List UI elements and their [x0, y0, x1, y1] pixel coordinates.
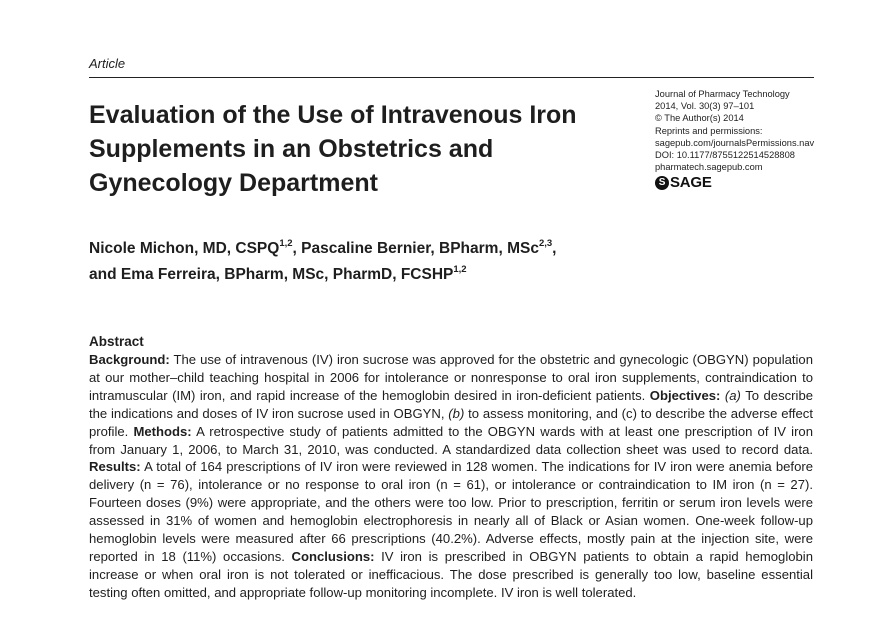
sage-logo-icon: S — [655, 176, 669, 190]
methods-text: A retrospective study of patients admitted to the OBGYN wards with at least one prescription of IV iron from January 1, 2006, to March 31, 2010, was conducted. A standardized data collection sheet was used to record data. — [89, 423, 813, 457]
author-2-affiliation: 2,3 — [538, 237, 553, 249]
objectives-label: Objectives: — [649, 387, 721, 403]
sage-logo-text: SAGE — [670, 174, 712, 192]
section-label: Article — [89, 56, 126, 71]
background-label: Background: — [89, 352, 170, 367]
abstract-heading: Abstract — [89, 334, 144, 349]
objective-a-marker: (a) — [724, 387, 741, 403]
reprints-link[interactable]: sagepub.com/journalsPermissions.nav — [655, 137, 815, 148]
results-text: A total of 164 prescriptions of IV iron were reviewed in 128 women. The indications for IV iron were anemia before delivery (n = 76), intolerance or no response to oral iron (n = 61), or intolerance or contraindication to IM iron (n = 27). Fourteen doses (9%) were appropriate, and the others were too low. Prior to prescription, ferritin or serum iron levels were assessed in 31% of women and hemoglobin electrophoresis in nearly all of Black or Asian women. One-week follow-up hemoglobin levels were measured after 66 prescriptions (40.2%). Adverse effects, mostly pain at the injection site, were reported in 18 (11%) occasions. — [89, 459, 813, 564]
background-text: The use of intravenous (IV) iron sucrose was approved for the obstetric and gynecologic (OBGYN) population at our mother–child teaching hospital in 2006 for intolerance or nonresponse to oral iron supplements, contraindication to intramuscular (IM) iron, and rapid increase of the hemoglobin desired in iron-deficient patients. — [89, 352, 813, 403]
reprints-label: Reprints and permissions: — [655, 125, 763, 136]
paper-title: Evaluation of the Use of Intravenous Iron Supplements in an Obstetrics and Gynecology Department — [89, 101, 577, 197]
author-2: , Pascaline Bernier, BPharm, MSc — [292, 240, 539, 257]
methods-label: Methods: — [133, 423, 192, 439]
author-separator: , — [552, 240, 557, 257]
header-rule — [89, 77, 814, 78]
author-1-affiliation: 1,2 — [279, 237, 293, 249]
journal-info — [655, 88, 855, 190]
journal-name: Journal of Pharmacy Technology — [655, 89, 790, 99]
conclusions-text: IV iron is prescribed in OBGYN patients to obtain a rapid hemoglobin increase or when oral iron is not tolerated or inefficacious. The dose prescribed is generally too low, baseline essential testing often omitted, and appropriate follow-up monitoring incomplete. IV iron is well tolerated. — [89, 548, 813, 600]
copyright: © The Author(s) 2014 — [655, 113, 744, 124]
journal-volume: 2014, Vol. 30(3) 97–101 — [655, 101, 755, 112]
results-label: Results: — [89, 459, 141, 475]
journal-website[interactable]: pharmatech.sagepub.com — [655, 162, 763, 173]
author-1: Nicole Michon, MD, CSPQ — [89, 240, 280, 257]
author-list — [89, 236, 709, 288]
objectives-text-2: to assess monitoring, and (c) to describe the adverse effect profile. — [89, 405, 813, 439]
sage-logo — [655, 176, 855, 190]
author-3-affiliation: 1,2 — [453, 263, 467, 275]
abstract-body — [89, 351, 813, 602]
objective-b-marker: (b) — [448, 405, 465, 421]
conclusions-label: Conclusions: — [291, 548, 375, 564]
doi[interactable]: DOI: 10.1177/8755122514528808 — [655, 150, 795, 161]
author-3: and Ema Ferreira, BPharm, MSc, PharmD, FCSHP — [89, 266, 454, 283]
objectives-text-1: To describe the indications and doses of IV iron sucrose used in OBGYN, — [89, 387, 814, 421]
